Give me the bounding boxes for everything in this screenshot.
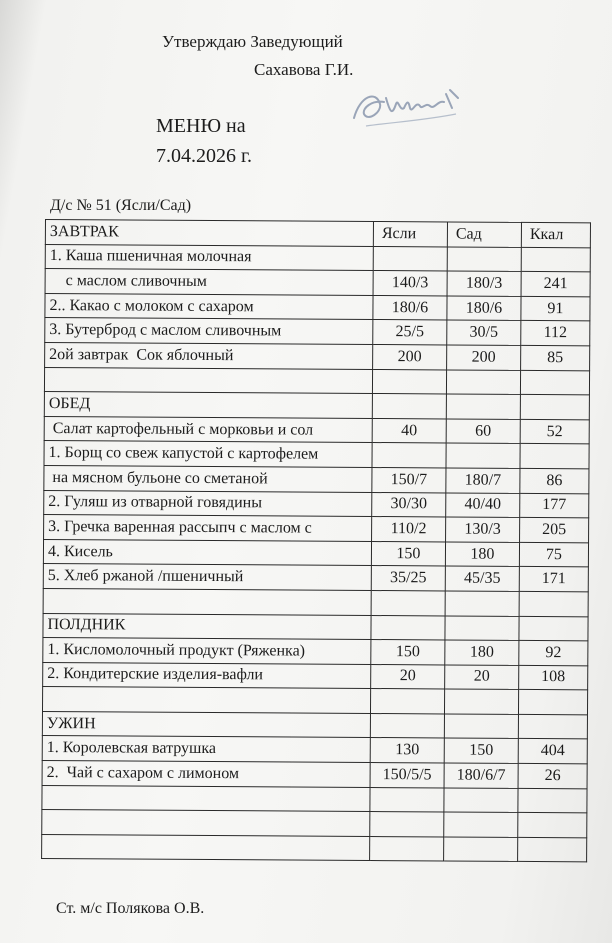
dish-cell — [42, 834, 370, 861]
table-row — [42, 810, 587, 838]
sad-cell: 60 — [446, 419, 520, 444]
sad-cell — [444, 788, 518, 813]
yasli-cell: 35/25 — [371, 566, 445, 591]
kcal-cell — [520, 395, 589, 420]
yasli-cell — [371, 590, 445, 615]
sad-cell: 150 — [444, 738, 518, 763]
dish-cell: с маслом сливочным — [45, 269, 373, 296]
table-row — [43, 564, 588, 592]
kcal-cell: 75 — [519, 542, 588, 567]
handwritten-signature — [346, 78, 466, 138]
kcal-cell — [518, 837, 587, 862]
table-row — [44, 392, 589, 420]
kcal-cell: 205 — [520, 518, 589, 543]
yasli-cell — [370, 812, 444, 837]
yasli-cell — [370, 713, 444, 738]
table-row — [43, 662, 588, 690]
yasli-cell — [370, 689, 444, 714]
table-row — [42, 785, 587, 813]
table-row — [43, 638, 588, 666]
sad-cell: 180/6/7 — [444, 763, 518, 788]
yasli-cell: 200 — [373, 344, 447, 369]
sad-cell — [446, 370, 520, 395]
yasli-cell — [371, 615, 445, 640]
sad-cell — [447, 247, 521, 272]
yasli-cell: 40 — [372, 418, 446, 443]
yasli-cell — [372, 443, 446, 468]
sad-cell — [444, 837, 518, 862]
kcal-cell: 86 — [520, 468, 589, 493]
kcal-cell: 241 — [521, 272, 590, 297]
sad-cell: 40/40 — [446, 492, 520, 517]
yasli-cell — [372, 394, 446, 419]
table-row — [44, 490, 589, 518]
yasli-cell: 25/5 — [373, 320, 447, 345]
yasli-cell: 150/5/5 — [370, 763, 444, 788]
sad-cell — [445, 615, 519, 640]
table-row — [45, 318, 590, 346]
sad-cell: 20 — [445, 665, 519, 690]
kcal-cell: 85 — [521, 345, 590, 370]
kcal-cell: 177 — [520, 493, 589, 518]
kcal-cell: 26 — [518, 763, 587, 788]
dish-cell: 1. Кисломолочный продукт (Ряженка) — [43, 638, 371, 665]
yasli-cell — [370, 836, 444, 861]
kcal-cell — [520, 370, 589, 395]
sad-cell — [446, 394, 520, 419]
nurse-signature-line: Ст. м/с Полякова О.В. — [56, 900, 205, 917]
kcal-cell — [518, 714, 587, 739]
table-row — [45, 244, 590, 272]
header-kcal: Ккал — [521, 222, 590, 247]
yasli-cell: 150 — [371, 541, 445, 566]
dish-cell: 1. Каша пшеничная молочная — [45, 244, 373, 271]
yasli-cell — [373, 246, 447, 271]
kcal-cell — [519, 616, 588, 641]
yasli-cell: 110/2 — [372, 517, 446, 542]
sad-cell — [444, 689, 518, 714]
table-row — [44, 465, 589, 493]
dish-cell: 2. Чай с сахаром с лимоном — [42, 761, 370, 788]
yasli-cell: 140/3 — [373, 271, 447, 296]
menu-table — [41, 219, 591, 863]
header-yasli: Ясли — [373, 222, 447, 247]
table-row — [42, 711, 587, 739]
table-row — [42, 687, 587, 715]
header-meal: ЗАВТРАК — [45, 220, 373, 247]
institution-label: Д/с № 51 (Ясли/Сад) — [50, 197, 192, 214]
table-row — [45, 342, 590, 370]
dish-cell — [42, 785, 370, 812]
table-row — [42, 736, 587, 764]
table-row — [44, 441, 589, 469]
dish-cell: 3. Гречка варенная рассыпч с маслом с — [44, 515, 372, 542]
menu-title: МЕНЮ на — [156, 115, 246, 137]
dish-cell: ПОЛДНИК — [43, 613, 371, 640]
sad-cell — [444, 714, 518, 739]
yasli-cell: 180/6 — [373, 295, 447, 320]
dish-cell — [44, 367, 372, 394]
table-row — [42, 761, 587, 789]
dish-cell: 2.. Какао с молоком с сахаром — [45, 293, 373, 320]
dish-cell: 2. Кондитерские изделия-вафли — [43, 662, 371, 689]
kcal-cell: 52 — [520, 419, 589, 444]
table-header-row — [45, 220, 590, 248]
sad-cell — [445, 591, 519, 616]
kcal-cell: 404 — [518, 739, 587, 764]
yasli-cell — [372, 369, 446, 394]
dish-cell: 2. Гуляш из отварной говядины — [44, 490, 372, 517]
dish-cell: УЖИН — [42, 711, 370, 738]
table-row — [42, 834, 587, 862]
menu-date: 7.04.2026 г. — [156, 145, 252, 167]
dish-cell — [42, 810, 370, 837]
sad-cell — [444, 812, 518, 837]
dish-cell: 4. Кисель — [43, 539, 371, 566]
kcal-cell — [518, 788, 587, 813]
sad-cell: 180 — [445, 640, 519, 665]
table-row — [43, 539, 588, 567]
kcal-cell: 171 — [519, 567, 588, 592]
yasli-cell: 150/7 — [372, 467, 446, 492]
header-sad: Сад — [447, 222, 521, 247]
kcal-cell: 92 — [519, 640, 588, 665]
sad-cell: 180/3 — [447, 271, 521, 296]
kcal-cell — [518, 813, 587, 838]
kcal-cell — [518, 690, 587, 715]
dish-cell: на мясном бульоне со сметаной — [44, 465, 372, 492]
table-row — [43, 588, 588, 616]
sad-cell: 180 — [445, 542, 519, 567]
yasli-cell: 20 — [371, 664, 445, 689]
kcal-cell — [521, 247, 590, 272]
sad-cell: 45/35 — [445, 566, 519, 591]
kcal-cell — [519, 591, 588, 616]
table-row — [45, 293, 590, 321]
sad-cell: 130/3 — [446, 517, 520, 542]
kcal-cell: 91 — [521, 296, 590, 321]
table-row — [45, 269, 590, 297]
table-row — [44, 416, 589, 444]
approver-name: Сахавова Г.И. — [254, 60, 354, 79]
yasli-cell: 150 — [371, 640, 445, 665]
sad-cell — [446, 443, 520, 468]
dish-cell: Салат картофельный с морковьи и сол — [44, 416, 372, 443]
approval-line: Утверждаю Заведующий — [162, 32, 343, 51]
yasli-cell — [370, 787, 444, 812]
dish-cell: 3. Бутерброд с маслом сливочным — [45, 318, 373, 345]
dish-cell — [42, 687, 370, 714]
kcal-cell: 112 — [521, 321, 590, 346]
kcal-cell — [520, 444, 589, 469]
dish-cell — [43, 588, 371, 615]
dish-cell: ОБЕД — [44, 392, 372, 419]
yasli-cell: 30/30 — [372, 492, 446, 517]
dish-cell: 1. Королевская ватрушка — [42, 736, 370, 763]
dish-cell: 2ой завтрак Сок яблочный — [45, 342, 373, 369]
yasli-cell: 130 — [370, 738, 444, 763]
sad-cell: 180/6 — [447, 296, 521, 321]
kcal-cell: 108 — [519, 665, 588, 690]
dish-cell: 1. Борщ со свеж капустой с картофелем — [44, 441, 372, 468]
table-row — [43, 613, 588, 641]
table-row — [44, 367, 589, 395]
sad-cell: 30/5 — [447, 320, 521, 345]
table-row — [44, 515, 589, 543]
sad-cell: 180/7 — [446, 468, 520, 493]
dish-cell: 5. Хлеб ржаной /пшеничный — [43, 564, 371, 591]
sad-cell: 200 — [447, 345, 521, 370]
